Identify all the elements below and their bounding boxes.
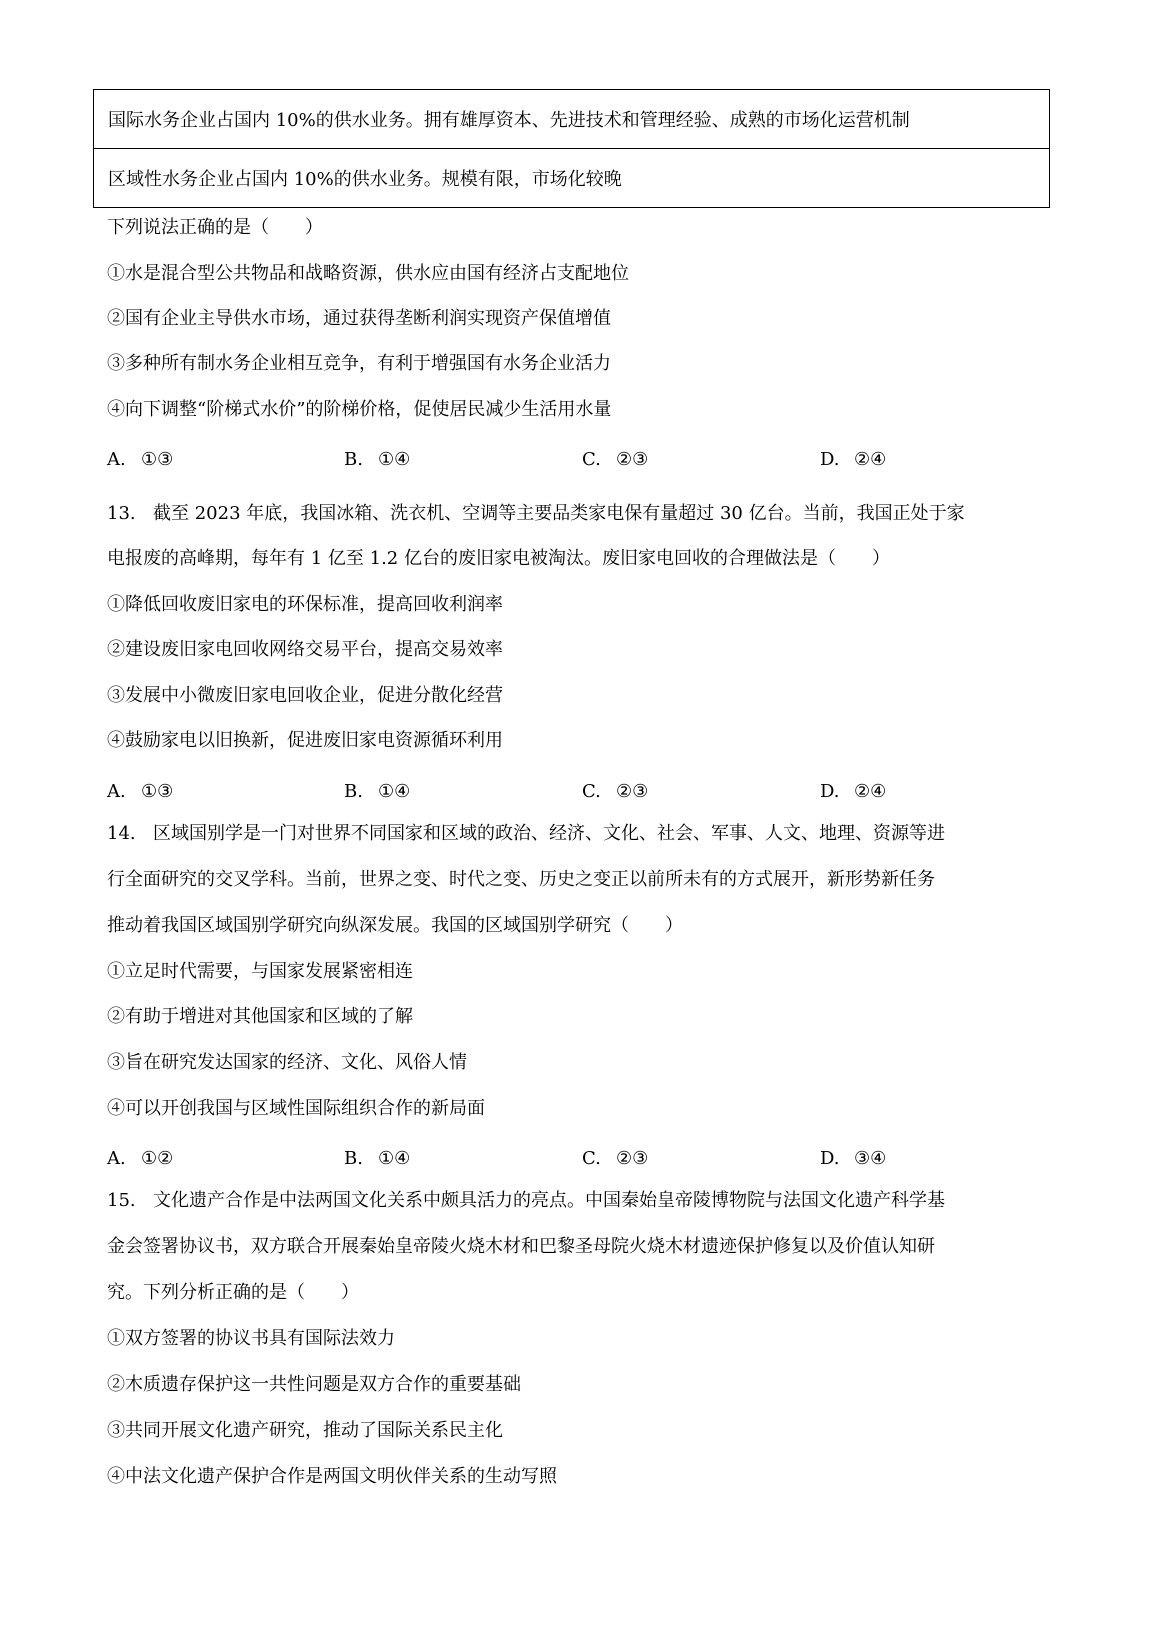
option-letter: A.	[107, 781, 126, 802]
q12-option-b	[344, 448, 410, 472]
q14-statement-3: ③旨在研究发达国家的经济、文化、风俗人情	[107, 1052, 467, 1073]
q15-stem-line-2: 金会签署协议书，双方联合开展秦始皇帝陵火烧木材和巴黎圣母院火烧木材遗迹保护修复以及价值认知研	[107, 1236, 935, 1257]
option-text: ②③	[616, 449, 649, 470]
q13-stem-text: 截至 2023 年底，我国冰箱、洗衣机、空调等主要品类家电保有量超过 30 亿台。当前，我国正处于家	[153, 503, 965, 524]
table-row	[94, 90, 1050, 149]
option-letter: B.	[344, 1148, 363, 1169]
q12-option-d	[820, 448, 886, 472]
q14-stem-line-1	[107, 822, 945, 846]
q13-option-b	[344, 780, 410, 804]
question-number: 15.	[107, 1190, 136, 1211]
q13-option-a	[107, 780, 173, 804]
q15-stem-line-3: 究。下列分析正确的是（ ）	[107, 1282, 359, 1303]
q12-statement-4: ④向下调整“阶梯式水价”的阶梯价格，促使居民减少生活用水量	[107, 399, 612, 420]
option-text: ①④	[378, 781, 411, 802]
option-letter: B.	[344, 449, 363, 470]
table-cell: 区域性水务企业占国内 10%的供水业务。规模有限，市场化较晚	[94, 149, 1050, 208]
question-number: 13.	[107, 503, 136, 524]
q13-stem-line-2: 电报废的高峰期，每年有 1 亿至 1.2 亿台的废旧家电被淘汰。废旧家电回收的合理做法是（ ）	[107, 548, 890, 569]
option-letter: B.	[344, 781, 363, 802]
option-letter: D.	[820, 449, 840, 470]
q14-option-c	[582, 1147, 648, 1171]
q13-option-c	[582, 780, 648, 804]
q13-option-d	[820, 780, 886, 804]
q12-statement-3: ③多种所有制水务企业相互竞争，有利于增强国有水务企业活力	[107, 353, 611, 374]
q13-statement-3: ③发展中小微废旧家电回收企业，促进分散化经营	[107, 685, 503, 706]
q12-stem: 下列说法正确的是（ ）	[107, 217, 323, 238]
q13-statement-1: ①降低回收废旧家电的环保标准，提高回收利润率	[107, 594, 503, 615]
q14-statement-1: ①立足时代需要，与国家发展紧密相连	[107, 961, 413, 982]
table-cell: 国际水务企业占国内 10%的供水业务。拥有雄厚资本、先进技术和管理经验、成熟的市场化运营机制	[94, 90, 1050, 149]
q15-stem-text: 文化遗产合作是中法两国文化关系中颇具活力的亮点。中国秦始皇帝陵博物院与法国文化遗产科学基	[153, 1190, 945, 1211]
q15-statement-3: ③共同开展文化遗产研究，推动了国际关系民主化	[107, 1420, 503, 1441]
option-letter: C.	[582, 1148, 601, 1169]
question-number: 14.	[107, 823, 136, 844]
q15-statement-4: ④中法文化遗产保护合作是两国文明伙伴关系的生动写照	[107, 1466, 557, 1487]
option-letter: A.	[107, 449, 126, 470]
option-text: ①②	[141, 1148, 174, 1169]
option-letter: C.	[582, 449, 601, 470]
option-text: ③④	[854, 1148, 887, 1169]
option-letter: A.	[107, 1148, 126, 1169]
option-text: ②④	[854, 781, 887, 802]
water-enterprise-table	[93, 89, 1050, 208]
option-letter: C.	[582, 781, 601, 802]
q14-option-d	[820, 1147, 886, 1171]
q14-statement-4: ④可以开创我国与区域性国际组织合作的新局面	[107, 1098, 485, 1119]
q15-statement-1: ①双方签署的协议书具有国际法效力	[107, 1328, 395, 1349]
option-text: ②④	[854, 449, 887, 470]
q15-stem-line-1	[107, 1189, 945, 1213]
option-text: ②③	[616, 781, 649, 802]
q12-statement-1: ①水是混合型公共物品和战略资源，供水应由国有经济占支配地位	[107, 263, 629, 284]
q14-stem-line-2: 行全面研究的交叉学科。当前，世界之变、时代之变、历史之变正以前所未有的方式展开，新形势新任务	[107, 869, 935, 890]
q13-statement-4: ④鼓励家电以旧换新，促进废旧家电资源循环利用	[107, 730, 503, 751]
option-text: ①③	[141, 449, 174, 470]
q12-option-c	[582, 448, 648, 472]
q15-statement-2: ②木质遗存保护这一共性问题是双方合作的重要基础	[107, 1374, 521, 1395]
option-text: ①④	[378, 1148, 411, 1169]
option-text: ②③	[616, 1148, 649, 1169]
option-text: ①④	[378, 449, 411, 470]
option-text: ①③	[141, 781, 174, 802]
table-row	[94, 149, 1050, 208]
q14-statement-2: ②有助于增进对其他国家和区域的了解	[107, 1006, 413, 1027]
q14-option-b	[344, 1147, 410, 1171]
q12-option-a	[107, 448, 173, 472]
q14-stem-line-3: 推动着我国区域国别学研究向纵深发展。我国的区域国别学研究（ ）	[107, 915, 683, 936]
q13-statement-2: ②建设废旧家电回收网络交易平台，提高交易效率	[107, 639, 503, 660]
option-letter: D.	[820, 1148, 840, 1169]
q14-option-a	[107, 1147, 173, 1171]
q14-stem-text: 区域国别学是一门对世界不同国家和区域的政治、经济、文化、社会、军事、人文、地理、资源等进	[153, 823, 945, 844]
q12-statement-2: ②国有企业主导供水市场，通过获得垄断利润实现资产保值增值	[107, 308, 611, 329]
q13-stem-line-1	[107, 502, 965, 526]
option-letter: D.	[820, 781, 840, 802]
